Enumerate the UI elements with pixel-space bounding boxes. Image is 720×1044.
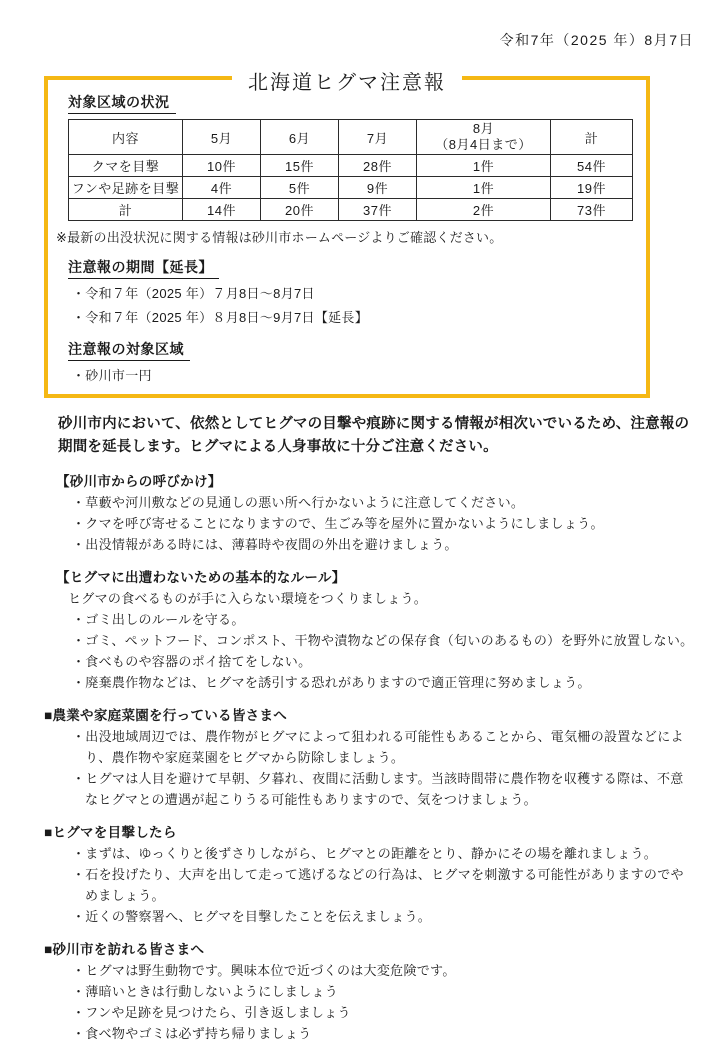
table-header-row [69, 120, 633, 155]
col-header-content: 内容 [69, 120, 183, 155]
section-basic-rules [0, 567, 720, 693]
bullet-item: ・ヒグマは野生動物です。興味本位で近づくのは大変危険です。 [72, 963, 456, 978]
col-header-may: 5月 [183, 120, 261, 155]
bullet-item: ・クマを呼び寄せることになりますので、生ごみ等を屋外に置かないようにしましょう。 [72, 516, 604, 531]
bullet-item: ・ヒグマは人目を避けて早朝、夕暮れ、夜間に活動します。当該時間帯に農作物を収穫する際は、不意なヒグマとの遭遇が起こりうる可能性もありますので、気をつけましょう。 [72, 771, 684, 807]
cell-value: 20件 [261, 199, 339, 221]
section-city-call [0, 471, 720, 555]
section-heading: ■ヒグマを目撃したら [44, 825, 177, 840]
section-heading: ■農業や家庭菜園を行っている皆さまへ [44, 708, 288, 723]
row-label: クマを目撃 [69, 155, 183, 177]
section-visitors [0, 939, 720, 1044]
col-header-july: 7月 [339, 120, 417, 155]
col-header-june: 6月 [261, 120, 339, 155]
table-row-tracks-sightings [69, 177, 633, 199]
cell-value: 14件 [183, 199, 261, 221]
period-item: ・令和７年（2025 年）８月8日～9月7日【延長】 [72, 310, 369, 325]
bullet-item: ・ゴミ出しのルールを守る。 [72, 612, 245, 627]
section-farmers [0, 705, 720, 810]
notice-box-content [48, 80, 646, 394]
cell-value: 10件 [183, 155, 261, 177]
table-row-total [69, 199, 633, 221]
section-intro: ヒグマの食べるものが手に入らない環境をつくりましょう。 [68, 591, 428, 606]
row-label: フンや足跡を目撃 [69, 177, 183, 199]
cell-value: 73件 [551, 199, 633, 221]
section-heading: 【ヒグマに出遭わないための基本的なルール】 [56, 570, 346, 585]
bullet-item: ・出没地域周辺では、農作物がヒグマによって狙われる可能性もあることから、電気柵の設置などにより、農作物や家庭菜園をヒグマから防除しましょう。 [72, 729, 684, 765]
bullet-item: ・薄暗いときは行動しないようにしましょう [72, 984, 339, 999]
bullet-item: ・廃棄農作物などは、ヒグマを誘引する恐れがありますので適正管理に努めましょう。 [72, 675, 591, 690]
bullet-item: ・ゴミ、ペットフード、コンポスト、干物や漬物などの保存食（匂いのあるもの）を野外に放置しない。 [72, 633, 694, 648]
notice-box [44, 72, 650, 398]
notice-title: 北海道ヒグマ注意報 [232, 66, 462, 95]
cell-value: 4件 [183, 177, 261, 199]
cell-value: 1件 [417, 177, 551, 199]
area-item: ・砂川市一円 [72, 368, 152, 383]
bullet-item: ・食べ物やゴミは必ず持ち帰りましょう [72, 1026, 312, 1041]
cell-value: 15件 [261, 155, 339, 177]
lead-paragraph: 砂川市内において、依然としてヒグマの目撃や痕跡に関する情報が相次いでいるため、注意報の期間を延長します。ヒグマによる人身事故に十分ご注意ください。 [58, 416, 690, 455]
cell-value: 54件 [551, 155, 633, 177]
document-date: 令和7年（2025 年）8月7日 [499, 32, 694, 48]
cell-value: 5件 [261, 177, 339, 199]
cell-value: 9件 [339, 177, 417, 199]
col-header-august-month: 8月 [472, 121, 495, 136]
col-header-august-note: （8月4日まで） [435, 137, 532, 152]
cell-value: 1件 [417, 155, 551, 177]
cell-value: 2件 [417, 199, 551, 221]
bullet-item: ・フンや足跡を見つけたら、引き返しましょう [72, 1005, 351, 1020]
period-heading: 注意報の期間【延長】 [68, 257, 219, 279]
section-if-sighted [0, 822, 720, 927]
row-label: 計 [69, 199, 183, 221]
area-heading: 注意報の対象区域 [68, 339, 190, 361]
bullet-item: ・石を投げたり、大声を出して走って逃げるなどの行為は、ヒグマを刺激する可能性がありますのでやめましょう。 [72, 867, 684, 903]
sighting-table [68, 119, 633, 221]
bullet-item: ・出没情報がある時には、薄暮時や夜間の外出を避けましょう。 [72, 537, 458, 552]
col-header-august [417, 120, 551, 155]
col-header-total: 計 [551, 120, 633, 155]
bullet-item: ・近くの警察署へ、ヒグマを目撃したことを伝えましょう。 [72, 909, 432, 924]
bullet-item: ・食べものや容器のポイ捨てをしない。 [72, 654, 312, 669]
period-item: ・令和７年（2025 年）７月8日～8月7日 [72, 286, 315, 301]
bullet-item: ・草藪や河川敷などの見通しの悪い所へ行かないように注意してください。 [72, 495, 525, 510]
cell-value: 19件 [551, 177, 633, 199]
section-heading: ■砂川市を訪れる皆さまへ [44, 942, 205, 957]
cell-value: 37件 [339, 199, 417, 221]
bullet-item: ・まずは、ゆっくりと後ずさりしながら、ヒグマとの距離をとり、静かにその場を離れましょう。 [72, 846, 658, 861]
table-footnote: ※最新の出没状況に関する情報は砂川市ホームページよりご確認ください。 [56, 230, 503, 245]
cell-value: 28件 [339, 155, 417, 177]
status-heading: 対象区域の状況 [68, 92, 176, 114]
table-row-bear-sightings [69, 155, 633, 177]
section-heading: 【砂川市からの呼びかけ】 [56, 474, 222, 489]
